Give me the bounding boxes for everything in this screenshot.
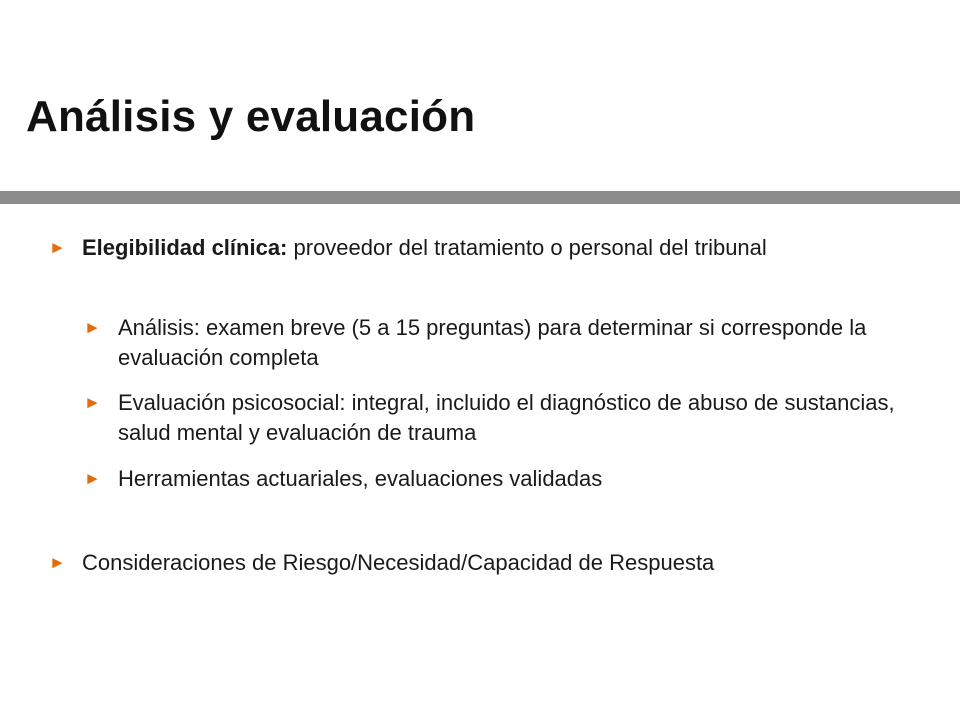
subbullet-text: Análisis: examen breve (5 a 15 preguntas) para determinar si corresponde la evaluación completa	[118, 315, 867, 370]
bullet-text	[49, 233, 909, 263]
bullet-risk-need-responsivity	[49, 548, 909, 578]
subbullet-text: Herramientas actuariales, evaluaciones validadas	[118, 466, 603, 491]
bullet-arrow-icon: ►	[84, 318, 101, 337]
subbullet-screening	[84, 313, 914, 373]
subbullet-actuarial-tools	[84, 464, 914, 494]
bullet-arrow-icon: ►	[49, 238, 66, 257]
slide-title: Análisis y evaluación	[26, 92, 476, 141]
bullet-text: Consideraciones de Riesgo/Necesidad/Capacidad de Respuesta	[82, 550, 715, 575]
bullet-clinical-eligibility	[49, 233, 909, 263]
bullet-arrow-icon: ►	[49, 553, 66, 572]
bullet-arrow-icon: ►	[84, 393, 101, 412]
title-divider	[0, 191, 960, 204]
bullet-body: proveedor del tratamiento o personal del tribunal	[287, 235, 767, 260]
subbullet-psychosocial-assessment	[84, 388, 914, 448]
bullet-lead: Elegibilidad clínica:	[82, 235, 288, 260]
subbullet-text: Evaluación psicosocial: integral, incluido el diagnóstico de abuso de sustancias, salud mental y evaluación de trauma	[118, 390, 895, 445]
bullet-arrow-icon: ►	[84, 469, 101, 488]
